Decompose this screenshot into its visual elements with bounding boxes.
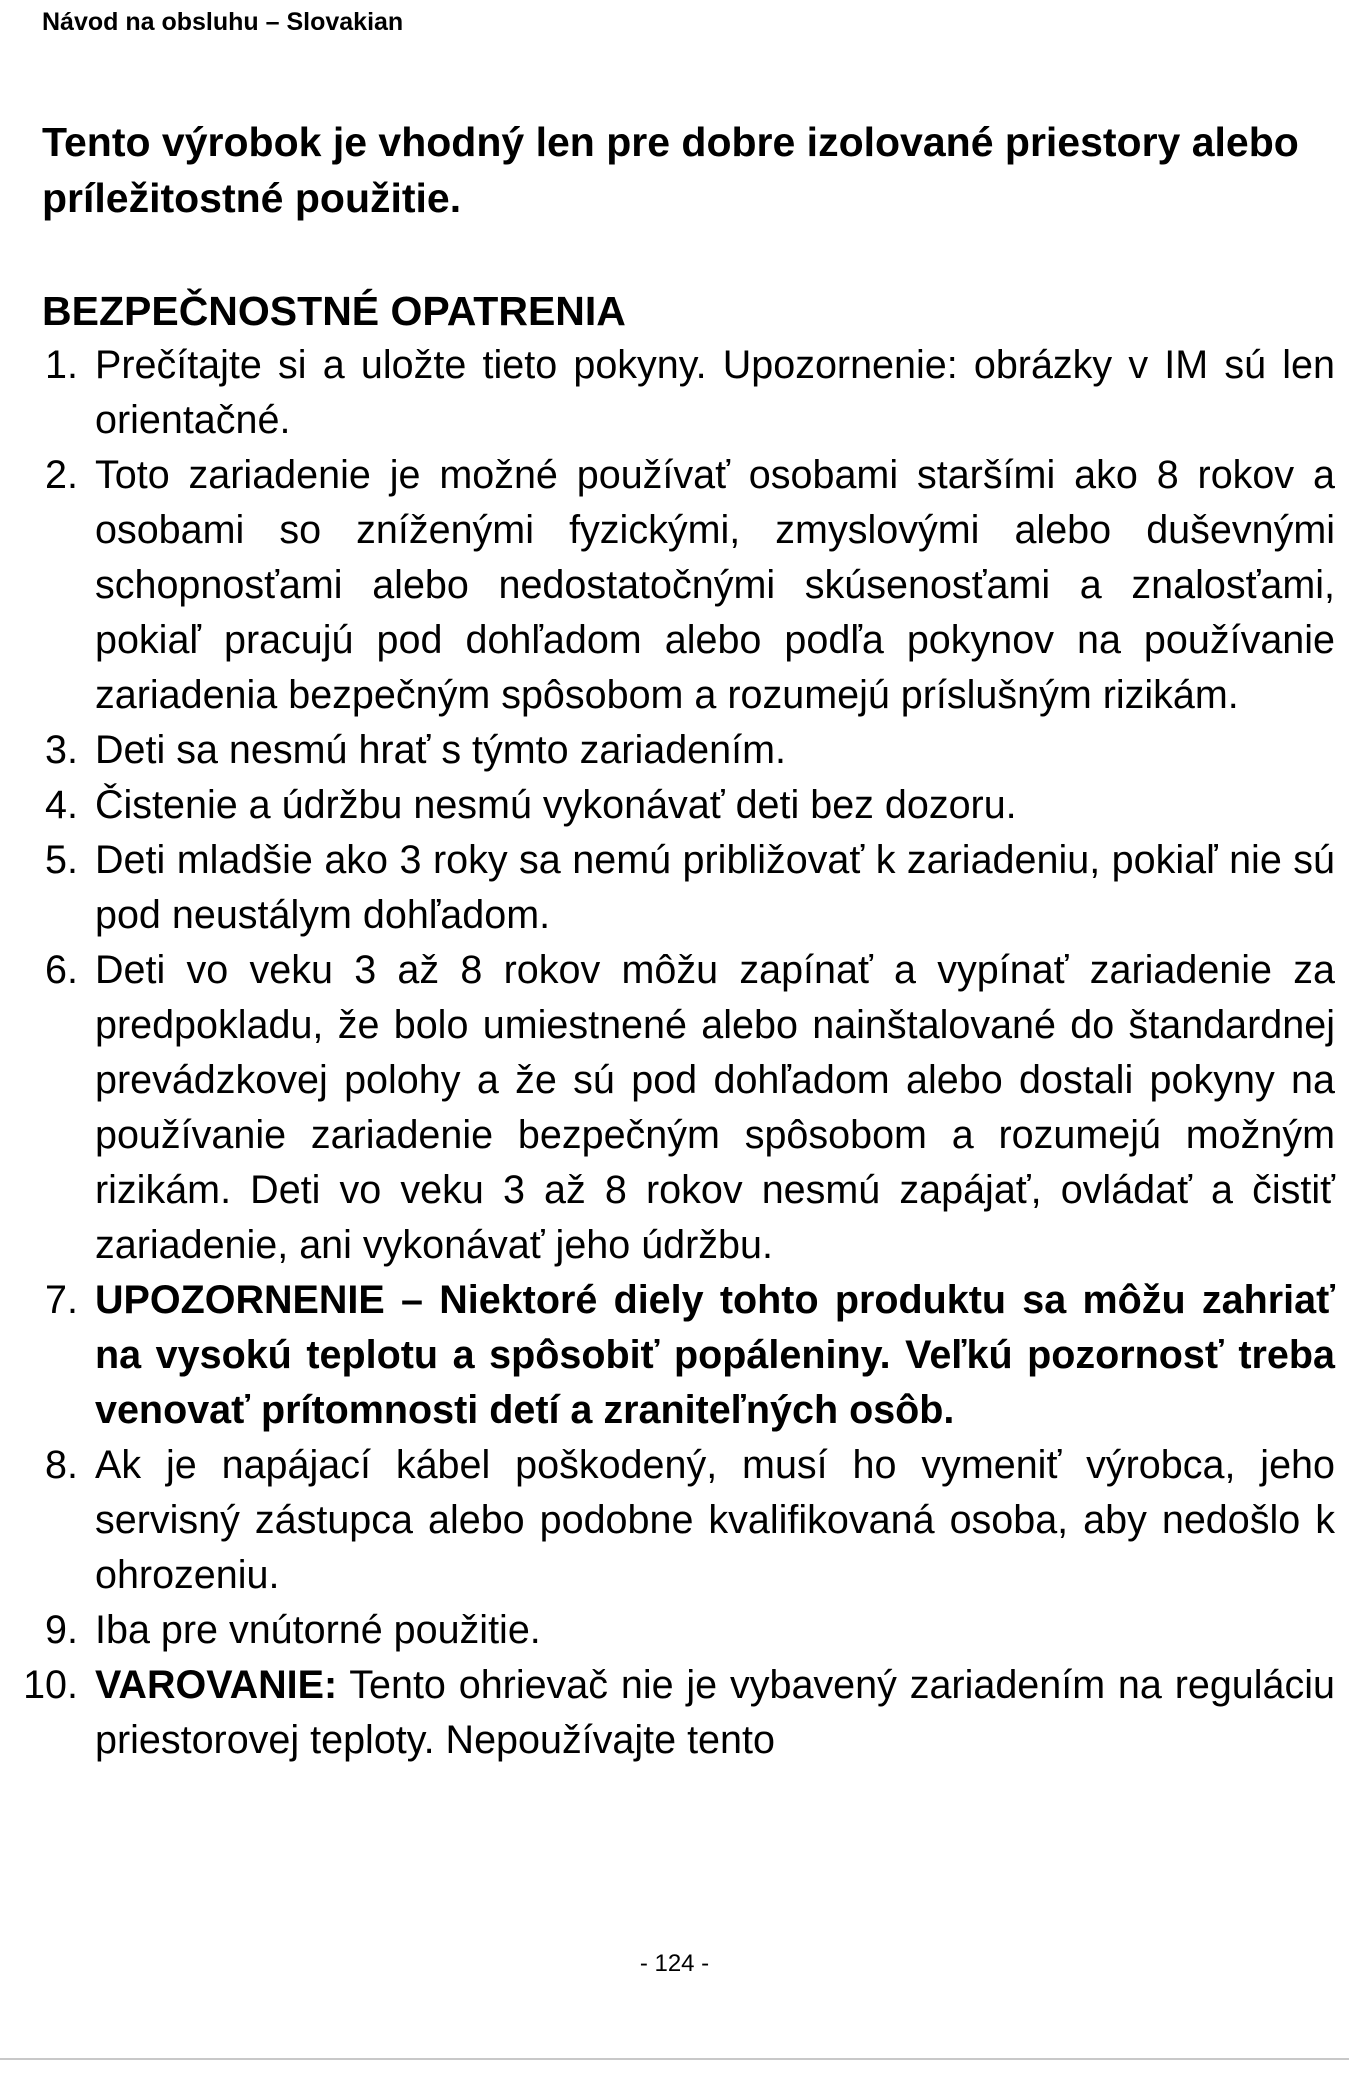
intro-paragraph: Tento výrobok je vhodný len pre dobre izolované priestory alebo príležitostné použitie.: [42, 119, 1299, 221]
list-item: [0, 338, 1349, 448]
bottom-divider: [0, 2058, 1349, 2060]
list-item: [0, 723, 1349, 778]
item-bold-text: UPOZORNENIE – Niektoré diely tohto produktu sa môžu zahriať na vysokú teplotu a spôsobiť popáleniny. Veľkú pozornosť treba venovať prítomnosti detí a zraniteľných osôb.: [95, 1278, 1335, 1432]
item-text: Deti vo veku 3 až 8 rokov môžu zapínať a vypínať zariadenie za predpokladu, že bolo umiestnené alebo nainštalované do štandardnej prevádzkovej polohy a že sú pod dohľadom alebo dostali pokyny na používanie zariadenie bezpečným spôsobom a rozumejú možným rizikám. Deti vo veku 3 až 8 rokov nesmú zapájať, ovládať a čistiť zariadenie, ani vykonávať jeho údržbu.: [95, 948, 1335, 1267]
list-item: [0, 448, 1349, 723]
item-text: Prečítajte si a uložte tieto pokyny. Upozornenie: obrázky v IM sú len orientačné.: [95, 343, 1335, 442]
item-text: Iba pre vnútorné použitie.: [95, 1608, 541, 1652]
list-item-warning: [0, 1658, 1349, 1768]
page-number: - 124 -: [639, 1950, 710, 1977]
item-number: 1.: [45, 343, 78, 387]
list-item: [0, 1603, 1349, 1658]
list-item-warning: [0, 1273, 1349, 1438]
item-number: 8.: [45, 1443, 78, 1487]
item-text: Ak je napájací kábel poškodený, musí ho vymeniť výrobca, jeho servisný zástupca alebo podobne kvalifikovaná osoba, aby nedošlo k ohrozeniu.: [95, 1443, 1335, 1597]
item-bold-text: VAROVANIE:: [95, 1663, 338, 1707]
section-title: BEZPEČNOSTNÉ OPATRENIA: [42, 288, 626, 334]
item-number: 4.: [45, 783, 78, 827]
safety-list: [0, 338, 1349, 1768]
item-text: Čistenie a údržbu nesmú vykonávať deti bez dozoru.: [95, 783, 1017, 827]
item-number: 9.: [45, 1608, 78, 1652]
item-text: Deti mladšie ako 3 roky sa nemú približovať k zariadeniu, pokiaľ nie sú pod neustálym dohľadom.: [95, 838, 1335, 937]
list-item: [0, 778, 1349, 833]
item-number: 5.: [45, 838, 78, 882]
list-item: [0, 1438, 1349, 1603]
item-number: 2.: [45, 453, 78, 497]
item-number: 10.: [23, 1663, 78, 1707]
list-item: [0, 943, 1349, 1273]
item-number: 6.: [45, 948, 78, 992]
item-number: 7.: [45, 1278, 78, 1322]
item-text: Deti sa nesmú hrať s týmto zariadením.: [95, 728, 786, 772]
item-number: 3.: [45, 728, 78, 772]
item-text: Tento ohrievač nie je vybavený zariadením na reguláciu priestorovej teploty. Nepoužívajte tento: [95, 1663, 1335, 1762]
item-text: Toto zariadenie je možné používať osobami staršími ako 8 rokov a osobami so zníženými fyzickými, zmyslovými alebo duševnými schopnosťami alebo nedostatočnými skúsenosťami a znalosťami, pokiaľ pracujú pod dohľadom alebo podľa pokynov na používanie zariadenia bezpečným spôsobom a rozumejú príslušným rizikám.: [95, 453, 1335, 717]
list-item: [0, 833, 1349, 943]
document-header: Návod na obsluhu – Slovakian: [42, 8, 404, 36]
